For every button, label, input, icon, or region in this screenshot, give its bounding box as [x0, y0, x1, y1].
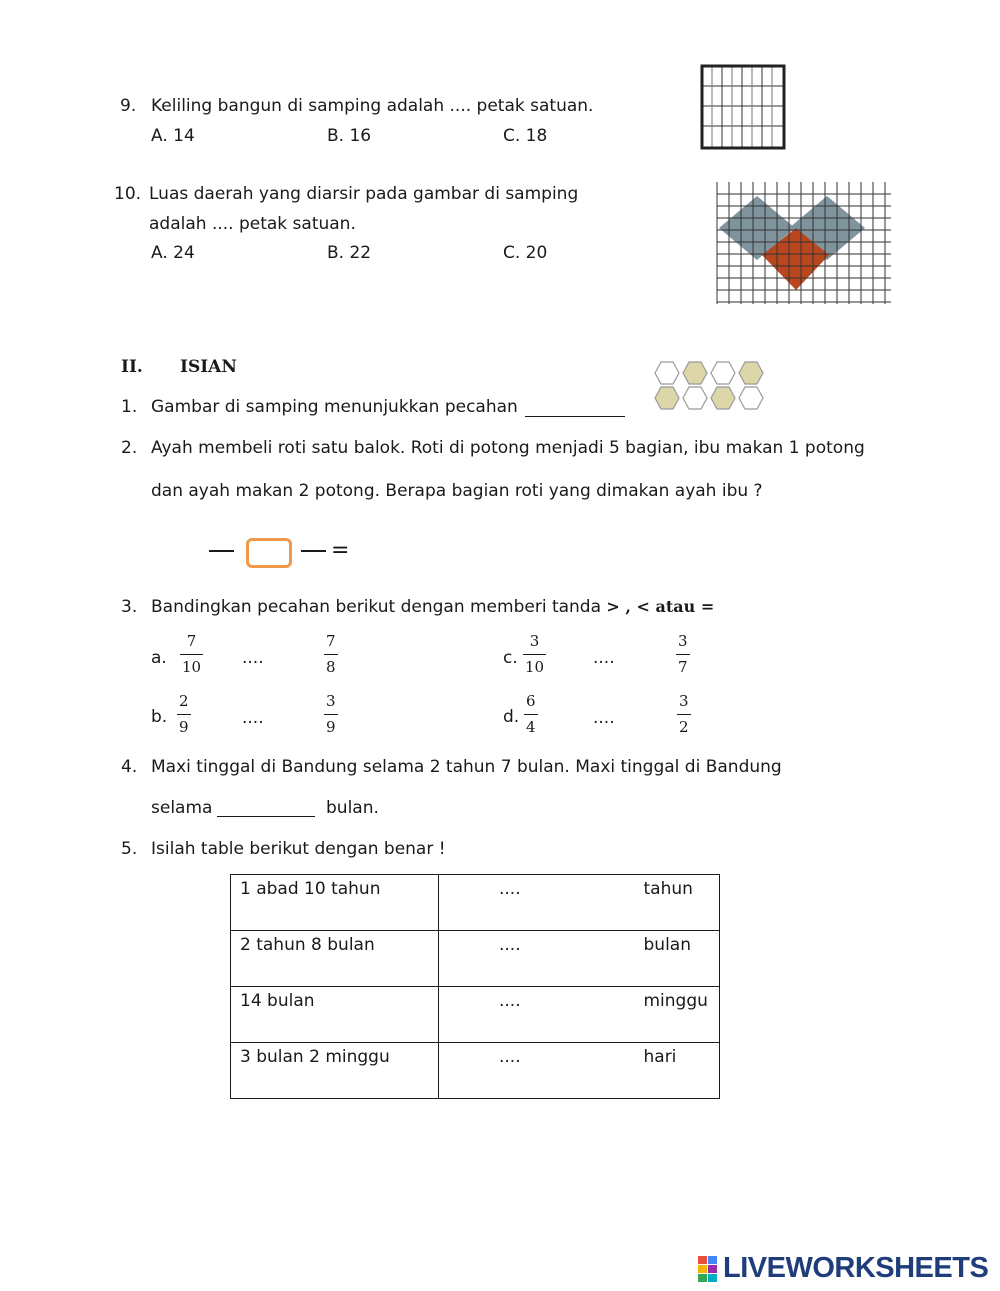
compare-c-left-fraction: [523, 632, 546, 676]
isian1-number: 1.: [121, 397, 138, 417]
isian3-text: [151, 597, 714, 617]
denominator: 4: [526, 718, 536, 736]
compare-b-label: b.: [151, 707, 168, 727]
numerator: 7: [326, 632, 336, 650]
compare-d-answer-dots[interactable]: ....: [593, 708, 615, 728]
isian4-text-line1: Maxi tinggal di Bandung selama 2 tahun 7 bulan. Maxi tinggal di Bandung: [151, 757, 782, 777]
q10-option-b: B. 22: [327, 243, 372, 263]
numerator: 3: [678, 632, 688, 650]
compare-a-left-fraction: [180, 632, 203, 676]
isian3-signs: > , < atau =: [606, 597, 715, 616]
section-title: ISIAN: [180, 357, 237, 377]
isian2-number: 2.: [121, 438, 138, 458]
hexagon-fraction-figure: [650, 358, 770, 414]
isian4-answer-blank[interactable]: [217, 800, 315, 817]
numerator: 6: [526, 692, 536, 710]
liveworksheets-logo[interactable]: [697, 1252, 988, 1285]
q9-text: Keliling bangun di samping adalah .... petak satuan.: [151, 96, 594, 116]
table-cell-answer[interactable]: [439, 875, 720, 931]
table-row: [231, 1043, 720, 1099]
table-cell-quantity: 14 bulan: [231, 987, 439, 1043]
denominator: 9: [326, 718, 336, 736]
compare-b-right-fraction: [324, 692, 338, 736]
q10-shaded-grid-figure: [714, 180, 894, 306]
q9-option-c: C. 18: [503, 126, 548, 146]
compare-b-answer-dots[interactable]: ....: [242, 708, 264, 728]
isian2-text-line1: Ayah membeli roti satu balok. Roti di potong menjadi 5 bagian, ibu makan 1 potong: [151, 438, 865, 458]
isian2-equals: =: [331, 538, 350, 563]
denominator: 2: [679, 718, 689, 736]
numerator: 3: [679, 692, 689, 710]
compare-d-left-fraction: [524, 692, 538, 736]
q10-number: 10.: [114, 184, 142, 204]
answer-dots[interactable]: ....: [499, 935, 521, 955]
isian4-text-line2-post: bulan.: [326, 798, 379, 818]
q10-text-line1: Luas daerah yang diarsir pada gambar di samping: [149, 184, 579, 204]
denominator: 9: [179, 718, 189, 736]
isian2-fraction-bar-1: [209, 550, 234, 552]
logo-icon: [697, 1255, 721, 1283]
isian1-text: Gambar di samping menunjukkan pecahan: [151, 397, 518, 417]
answer-dots[interactable]: ....: [499, 991, 521, 1011]
compare-a-label: a.: [151, 648, 167, 668]
numerator: 3: [529, 632, 540, 650]
table-cell-quantity: 3 bulan 2 minggu: [231, 1043, 439, 1099]
isian3-number: 3.: [121, 597, 138, 617]
denominator: 8: [326, 658, 336, 676]
logo-text: LIVEWORKSHEETS: [723, 1252, 989, 1284]
compare-d-right-fraction: [677, 692, 691, 736]
unit: tahun: [643, 879, 693, 899]
unit: bulan: [643, 935, 691, 955]
q9-option-a: A. 14: [151, 126, 195, 146]
unit: hari: [643, 1047, 677, 1067]
isian2-fraction-bar-2: [301, 550, 326, 552]
conversion-table: [230, 874, 720, 1099]
table-cell-answer[interactable]: [439, 931, 720, 987]
unit: minggu: [643, 991, 708, 1011]
compare-a-answer-dots[interactable]: ....: [242, 648, 264, 668]
table-cell-answer[interactable]: [439, 987, 720, 1043]
compare-c-answer-dots[interactable]: ....: [593, 648, 615, 668]
compare-c-right-fraction: [676, 632, 690, 676]
numerator: 7: [186, 632, 197, 650]
isian2-text-line2: dan ayah makan 2 potong. Berapa bagian roti yang dimakan ayah ibu ?: [151, 481, 763, 501]
q9-number: 9.: [120, 96, 137, 116]
numerator: 2: [179, 692, 189, 710]
q10-option-a: A. 24: [151, 243, 195, 263]
table-cell-quantity: 1 abad 10 tahun: [231, 875, 439, 931]
q9-grid-figure: [700, 64, 786, 150]
numerator: 3: [326, 692, 336, 710]
compare-a-right-fraction: [324, 632, 338, 676]
isian4-text-line2-pre: selama: [151, 798, 213, 818]
compare-d-label: d.: [503, 707, 520, 727]
table-row: [231, 875, 720, 931]
compare-b-left-fraction: [177, 692, 191, 736]
q9-option-b: B. 16: [327, 126, 372, 146]
q10-text-line2: adalah .... petak satuan.: [149, 214, 356, 234]
denominator: 10: [182, 658, 202, 676]
isian4-number: 4.: [121, 757, 138, 777]
table-row: [231, 931, 720, 987]
compare-c-label: c.: [503, 648, 518, 668]
isian5-text: Isilah table berikut dengan benar !: [151, 839, 446, 859]
denominator: 7: [678, 658, 688, 676]
isian1-answer-blank[interactable]: [525, 400, 625, 417]
q10-option-c: C. 20: [503, 243, 548, 263]
table-cell-quantity: 2 tahun 8 bulan: [231, 931, 439, 987]
answer-dots[interactable]: ....: [499, 1047, 521, 1067]
isian5-number: 5.: [121, 839, 138, 859]
table-row: [231, 987, 720, 1043]
answer-dots[interactable]: ....: [499, 879, 521, 899]
denominator: 10: [525, 658, 545, 676]
table-cell-answer[interactable]: [439, 1043, 720, 1099]
section-roman: II.: [121, 357, 143, 377]
isian3-instruction: Bandingkan pecahan berikut dengan memberi tanda: [151, 597, 607, 617]
isian2-answer-box[interactable]: [246, 538, 292, 568]
